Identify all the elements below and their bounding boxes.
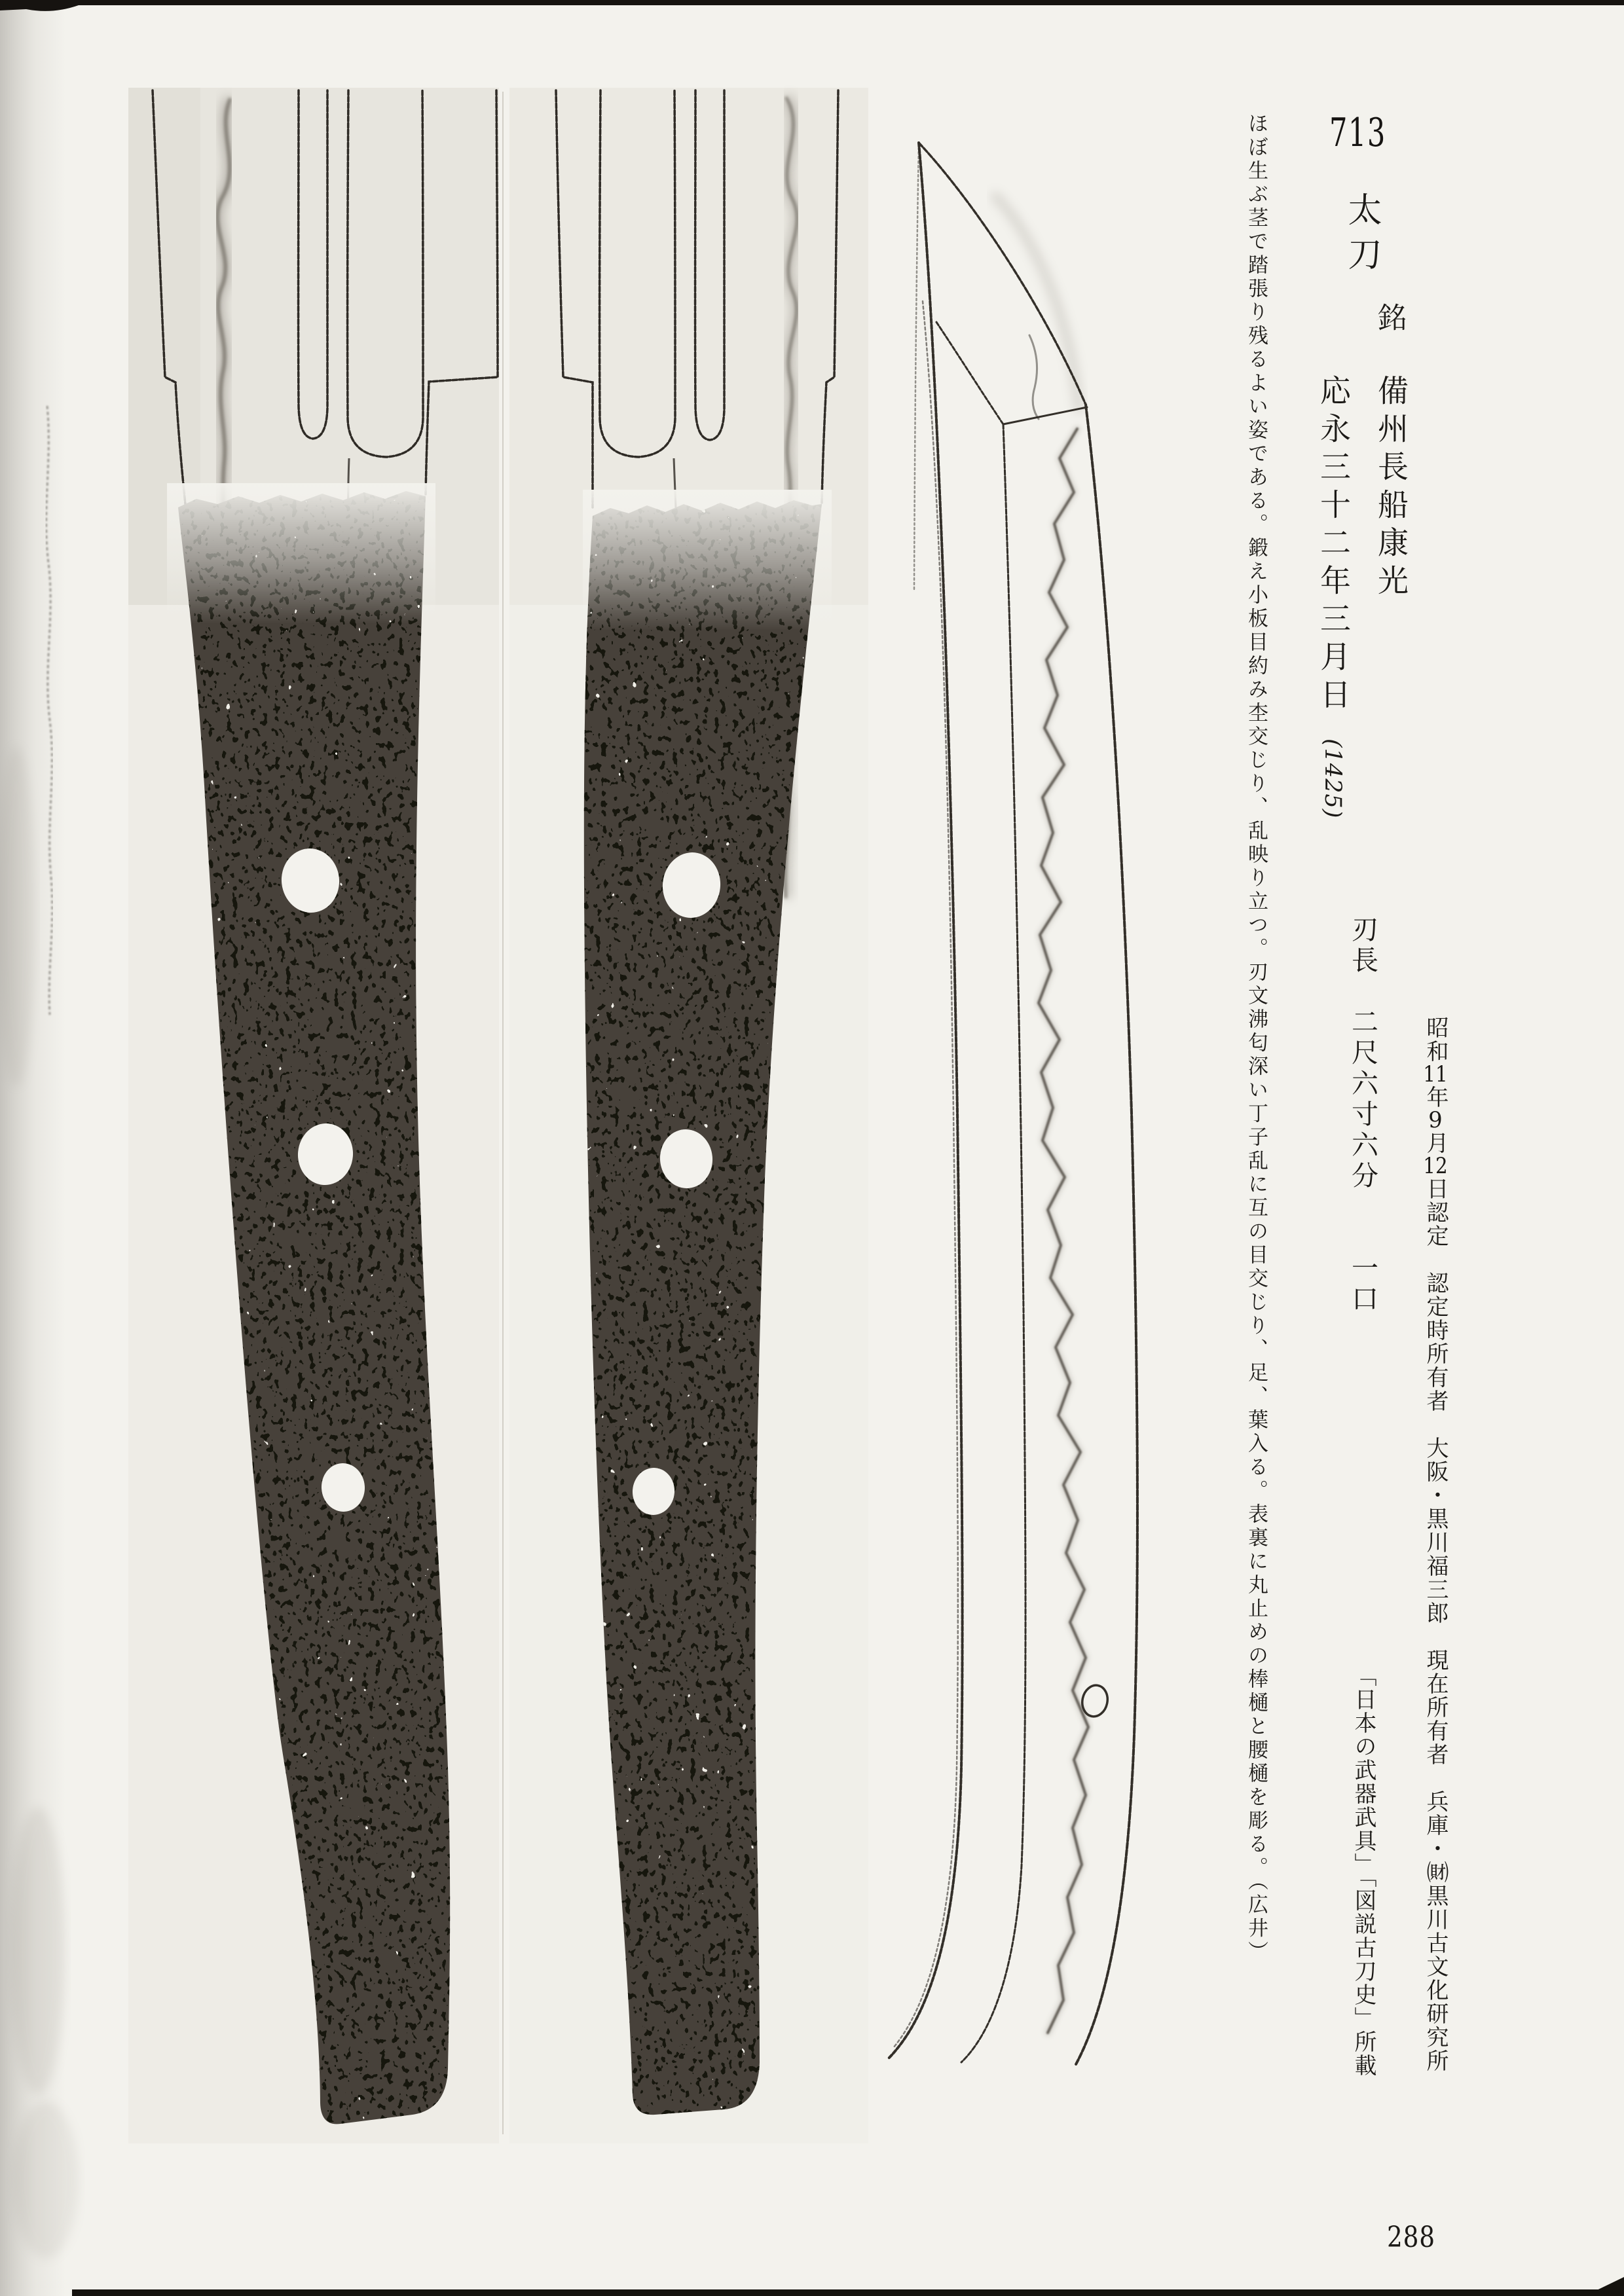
cert-era: 昭和 — [1422, 1016, 1449, 1063]
cert-month-unit: 月 — [1422, 1131, 1449, 1155]
cert-year: 11 — [1423, 1063, 1448, 1085]
mune-inner-line — [893, 301, 958, 2048]
certification-owners — [1424, 1016, 1447, 2073]
entry-number: 713 — [1329, 110, 1386, 156]
mei-label: 銘 — [1373, 302, 1406, 331]
cert-rest: 日認定 認定時所有者 大阪・黒川福三郎 現在所有者 兵庫・㈶黒川古文化研究所 — [1422, 1177, 1449, 2073]
entry-type: 太刀 — [1342, 192, 1381, 281]
scan-edge-corner — [1585, 2277, 1624, 2296]
cert-month: 9 — [1428, 1109, 1443, 1131]
tip-back-line — [914, 143, 919, 589]
fukura-edge — [919, 143, 1086, 405]
blade-length: 刃長 二尺六寸六分 一口 — [1347, 915, 1378, 1315]
description-text: ほぼ生ぶ茎で踏張り残るよい姿である。鍛え小板目約み杢交じり、乱映り立つ。刃文沸匂深い丁子乱に互の目交じり、足、葉入る。表裏に丸止めの棒樋と腰樋を彫る。（広井） — [1244, 113, 1268, 1965]
publications: 「日本の武器武具」「図説古刀史」所載 — [1350, 1664, 1376, 2077]
yokote — [1003, 407, 1087, 424]
cert-day: 12 — [1423, 1155, 1448, 1177]
boshi — [1029, 335, 1039, 419]
mei-signature: 備州長船康光 — [1373, 374, 1409, 602]
scan-artifacts — [0, 0, 79, 2296]
page-number: 288 — [1387, 2221, 1435, 2254]
mune-line — [888, 143, 963, 2059]
blade-outline-drawing — [888, 143, 1137, 2066]
shinogi-line — [961, 424, 1025, 2062]
mei-date-kanji: 応永三十二年三月日 — [1315, 374, 1351, 716]
cert-year-unit: 年 — [1422, 1085, 1449, 1109]
ko-shinogi — [936, 322, 1003, 424]
hamon-line — [1039, 429, 1088, 2033]
mei-date-western: (1425) — [1320, 738, 1346, 819]
mei-date — [1315, 374, 1351, 819]
ha-edge-line — [1075, 405, 1137, 2066]
